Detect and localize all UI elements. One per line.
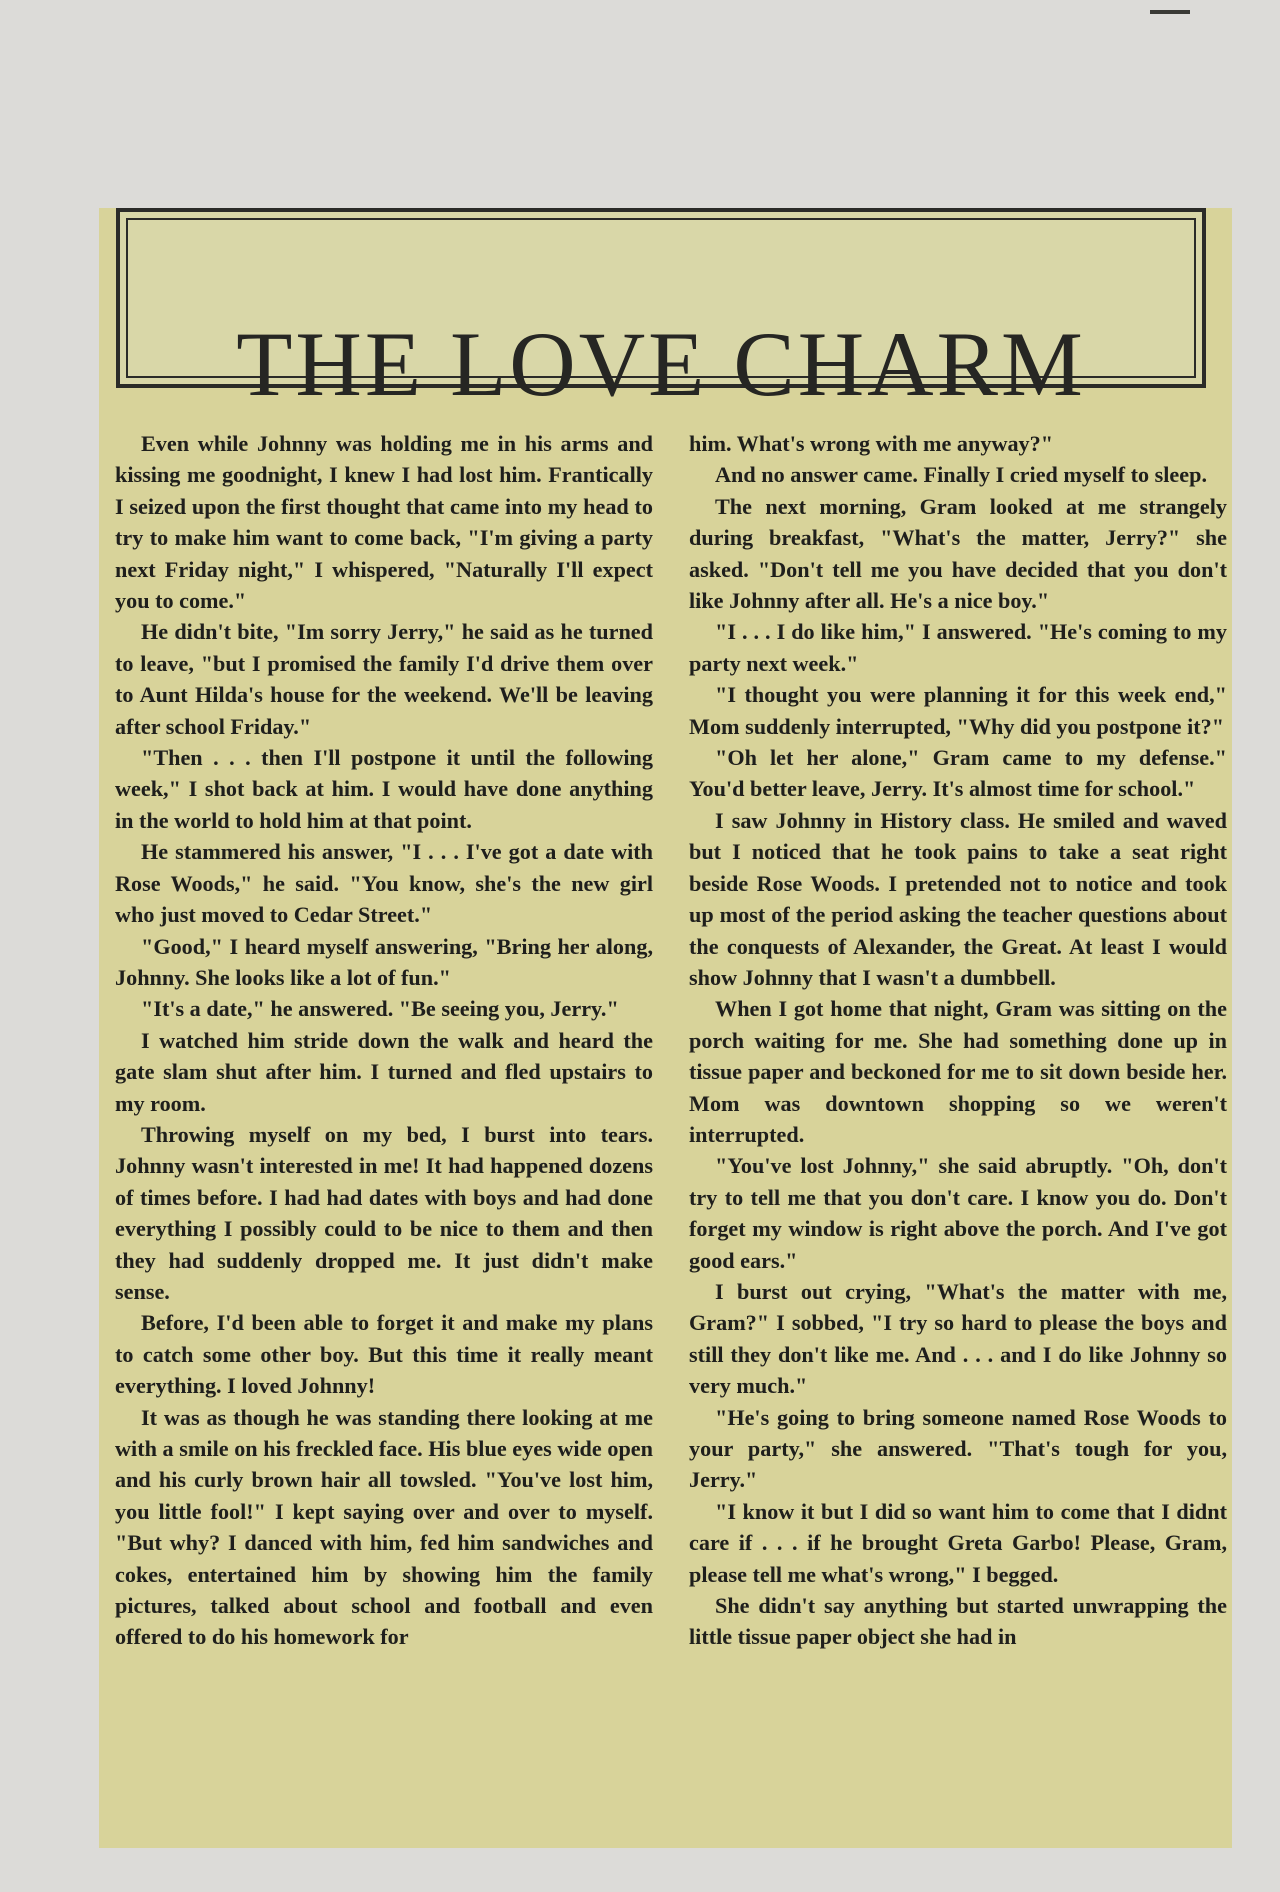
paragraph: "Then . . . then I'll postpone it until the following week," I shot back at him. I would have done anything in the world to hold him at that point.: [115, 745, 653, 833]
paragraph: "Oh let her alone," Gram came to my defense." You'd better leave, Jerry. It's almost time for school.": [689, 745, 1227, 802]
story-title: THE LOVE CHARM: [236, 312, 1086, 415]
page-corner-mark: [1150, 0, 1190, 14]
paragraph: And no answer came. Finally I cried myself to sleep.: [715, 462, 1207, 488]
paragraph: Even while Johnny was holding me in his arms and kissing me goodnight, I knew I had lost him. Frantically I seized upon the first thought that came into my head to try to make him want to come back, "I'm giving a party next Friday night," I whispered, "Naturally I'll expect you to come.": [115, 431, 653, 614]
paragraph: The next morning, Gram looked at me strangely during breakfast, "What's the matter, Jerry?" she asked. "Don't tell me you have decided that you don't like Johnny after all. He's a nice boy.": [689, 493, 1227, 614]
paragraph: "He's going to bring someone named Rose Woods to your party," she answered. "That's tough for you, Jerry.": [689, 1404, 1227, 1493]
paragraph: "I . . . I do like him," I answered. "He's coming to my party next week.": [689, 619, 1227, 676]
paragraph: Throwing myself on my bed, I burst into tears. Johnny wasn't interested in me! It had happened dozens of times before. I had had dates with boys and had done everything I possibly could to be nice to them and then they had suddenly dropped me. It just didn't make sense.: [115, 1121, 653, 1304]
paragraph: Before, I'd been able to forget it and make my plans to catch some other boy. But this time it really meant everything. I loved Johnny!: [115, 1310, 653, 1399]
paragraph: "You've lost Johnny," she said abruptly. "Oh, don't try to tell me that you don't care. I know you do. Don't forget my window is right above the porch. And I've got good ears.": [689, 1153, 1227, 1273]
story-column-left: [115, 428, 653, 1653]
paragraph: "I know it but I did so want him to come that I didnt care if . . . if he brought Greta Garbo! Please, Gram, please tell me what's wrong," I begged.: [689, 1498, 1227, 1587]
paragraph: I watched him stride down the walk and heard the gate slam shut after him. I turned and fled upstairs to my room.: [115, 1027, 653, 1116]
paragraph: I saw Johnny in History class. He smiled and waved but I noticed that he took pains to take a seat right beside Rose Woods. I pretended not to notice and took up most of the period asking the teacher questions about the conquests of Alexander, the Great. At least I would show Johnny that I wasn't a dumbbell.: [689, 807, 1227, 990]
paragraph-continued: him. What's wrong with me anyway?": [689, 431, 1054, 456]
paragraph: He didn't bite, "Im sorry Jerry," he said as he turned to leave, "but I promised the family I'd drive them over to Aunt Hilda's house for the weekend. We'll be leaving after school Friday.": [115, 619, 653, 739]
paragraph: I burst out crying, "What's the matter with me, Gram?" I sobbed, "I try so hard to please the boys and still they don't like me. And . . . and I do like Johnny so very much.": [689, 1278, 1227, 1399]
paragraph: "It's a date," he answered. "Be seeing you, Jerry.": [141, 996, 619, 1022]
paragraph: "Good," I heard myself answering, "Bring her along, Johnny. She looks like a lot of fun.": [115, 933, 653, 990]
title-box: [116, 208, 1206, 415]
story-panel: [99, 208, 1232, 1848]
paragraph: She didn't say anything but started unwrapping the little tissue paper object she had in: [689, 1593, 1227, 1650]
paragraph: When I got home that night, Gram was sitting on the porch waiting for me. She had something done up in tissue paper and beckoned for me to sit down beside her. Mom was downtown shopping so we weren't interrupted.: [689, 996, 1227, 1147]
paragraph: He stammered his answer, "I . . . I've got a date with Rose Woods," he said. "You know, she's the new girl who just moved to Cedar Street.": [115, 839, 653, 928]
paragraph: "I thought you were planning it for this week end," Mom suddenly interrupted, "Why did you postpone it?": [689, 682, 1227, 739]
story-column-right: [689, 428, 1227, 1653]
paragraph: It was as though he was standing there looking at me with a smile on his freckled face. His blue eyes wide open and his curly brown hair all towsled. "You've lost him, you little fool!" I kept saying over and over to myself. "But why? I danced with him, fed him sandwiches and cokes, entertained him by showing him the family pictures, talked about school and football and even offered to do his homework for: [115, 1404, 653, 1650]
